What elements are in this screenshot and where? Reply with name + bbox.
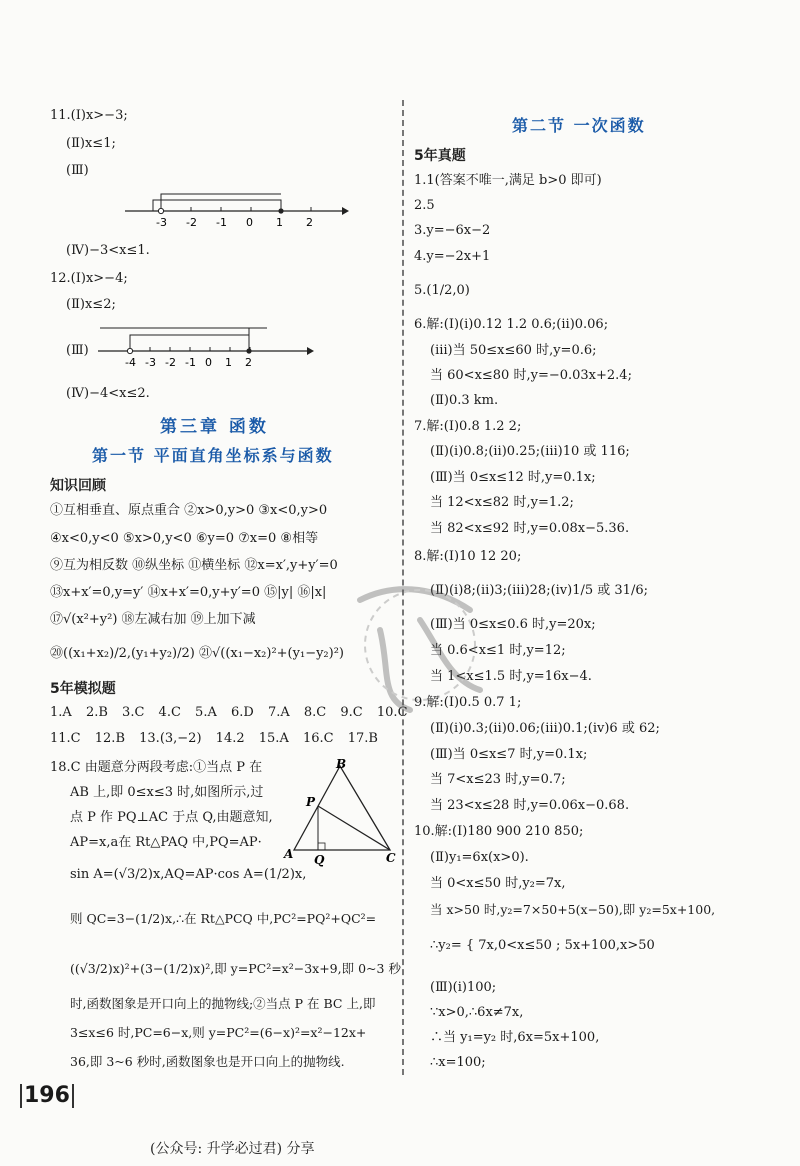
q18-line: sin A=(√3/2)x,AQ=AP·cos A=(1/2)x, [70,867,307,882]
answer-line: 当 0<x≤50 时,y₂=7x, [430,876,566,891]
mc-answer: 12.B [94,731,125,746]
q12-part1: 12.(Ⅰ)x>−4; [50,271,128,286]
answer-line: 4.y=−2x+1 [414,249,491,264]
q18-line: 则 QC=3−(1/2)x,∴在 Rt△PCQ 中,PC²=PQ²+QC²= [70,911,377,926]
answer-line: (Ⅱ)0.3 km. [430,393,499,408]
review-line: ⑨互为相反数 ⑩纵坐标 ⑪横坐标 ⑫x=x′,y+y′=0 [50,558,338,573]
answer-line: 当 60<x≤80 时,y=−0.03x+2.4; [430,368,632,383]
mock-heading: 5年模拟题 [50,681,116,697]
triangle-figure [282,758,400,868]
review-line: ④x<0,y<0 ⑤x>0,y<0 ⑥y=0 ⑦x=0 ⑧相等 [50,531,319,546]
tick-label: -2 [186,216,197,229]
q18-line: AB 上,即 0≤x≤3 时,如图所示,过 [70,785,264,800]
review-line: ⑬x+x′=0,y=y′ ⑭x+x′=0,y+y′=0 ⑮|y| ⑯|x| [50,585,327,600]
mc-answer: 16.C [302,731,334,746]
vertex-label-q: Q [314,853,325,867]
review-heading: 知识回顾 [50,478,106,494]
vertex-label-b: B [336,758,347,771]
real-exam-heading: 5年真题 [414,148,466,164]
answer-line: (ⅲ)当 50≤x≤60 时,y=0.6; [430,343,597,358]
answer-line: 8.解:(Ⅰ)10 12 20; [414,549,522,564]
mc-answer: 14.2 [215,731,245,746]
answer-line: ∴当 y₁=y₂ 时,6x=5x+100, [430,1030,600,1045]
mc-answer: 1.A [50,705,72,720]
answer-line: 10.解:(Ⅰ)180 900 210 850; [414,824,584,839]
vertex-label-p: P [306,795,316,809]
q18-line: 36,即 3~6 秒时,函数图象也是开口向上的抛物线. [70,1054,345,1069]
tick-label: -3 [145,356,156,369]
tick-label: 1 [225,356,232,369]
answer-line: (Ⅱ)y₁=6x(x>0). [430,850,529,865]
tick-label: -1 [216,216,227,229]
mc-answer: 2.B [85,705,108,720]
q12-number-line [95,318,315,374]
review-line: ⑳((x₁+x₂)/2,(y₁+y₂)/2) ㉑√((x₁−x₂)²+(y₁−y₂)²) [50,646,344,661]
answer-line: 3.y=−6x−2 [414,223,491,238]
tick-label: -1 [185,356,196,369]
q11-number-line [120,185,350,235]
answer-line: (Ⅱ)(ⅰ)8;(ⅱ)3;(ⅲ)28;(ⅳ)1/5 或 31/6; [430,583,648,598]
answer-line: 5.(1/2,0) [414,283,470,298]
watermark-logo [340,570,500,720]
answer-line: 9.解:(Ⅰ)0.5 0.7 1; [414,695,522,710]
q18-line: 点 P 作 PQ⊥AC 于点 Q,由题意知, [70,810,273,825]
mc-answer: 7.A [267,705,290,720]
answer-line: (Ⅲ)当 0≤x≤0.6 时,y=20x; [430,617,596,632]
answer-line: (Ⅲ)当 0≤x≤12 时,y=0.1x; [430,470,596,485]
mc-answer: 9.C [340,705,363,720]
q18-line: 18.C 由题意分两段考虑:①当点 P 在 [50,760,263,775]
answer-line: 当 x>50 时,y₂=7×50+5(x−50),即 y₂=5x+100, [430,902,716,917]
answer-line: 2.5 [414,198,435,213]
mc-answer: 4.C [158,705,181,720]
vertex-label-c: C [386,851,396,865]
mc-answer: 6.D [230,705,254,720]
q11-part2: (Ⅱ)x≤1; [66,136,116,151]
answer-line: ∵x>0,∴6x≠7x, [430,1005,524,1020]
tick-label: 2 [245,356,252,369]
answer-line: ∴x=100; [430,1055,486,1070]
tick-label: -4 [125,356,136,369]
tick-label: 0 [246,216,253,229]
answer-line: (Ⅱ)(ⅰ)0.3;(ⅱ)0.06;(ⅲ)0.1;(ⅳ)6 或 62; [430,721,660,736]
page-number: 196 [20,1084,74,1108]
mc-answers-row2 [50,731,388,746]
tick-label: -3 [156,216,167,229]
answer-line: 当 1<x≤1.5 时,y=16x−4. [430,669,592,684]
q12-part4: (Ⅳ)−4<x≤2. [66,386,150,401]
q18-line: ((√3/2)x)²+(3−(1/2)x)²,即 y=PC²=x²−3x+9,即 0~3 秒 [70,961,401,976]
mc-answer: 15.A [258,731,289,746]
q11-part3-label: (Ⅲ) [66,163,89,178]
review-line: ①互相垂直、原点重合 ②x>0,y>0 ③x<0,y>0 [50,503,328,518]
answer-line: ∴y₂= { 7x,0<x≤50 ; 5x+100,x>50 [430,938,655,953]
q11-part4: (Ⅳ)−3<x≤1. [66,243,150,258]
mc-answer: 13.(3,−2) [139,731,202,746]
mc-answer: 11.C [50,731,81,746]
mc-answer: 17.B [347,731,378,746]
answer-line: 当 82<x≤92 时,y=0.08x−5.36. [430,521,630,536]
q18-line: 3≤x≤6 时,PC=6−x,则 y=PC²=(6−x)²=x²−12x+ [70,1025,367,1040]
answer-line: 1.1(答案不唯一,满足 b>0 即可) [414,173,602,188]
answer-line: (Ⅱ)(ⅰ)0.8;(ⅱ)0.25;(ⅲ)10 或 116; [430,444,630,459]
answer-line: 当 7<x≤23 时,y=0.7; [430,772,566,787]
q18-line: AP=x,a在 Rt△PAQ 中,PQ=AP· [70,835,262,850]
answer-line: 当 23<x≤28 时,y=0.06x−0.68. [430,798,630,813]
answer-line: 7.解:(Ⅰ)0.8 1.2 2; [414,419,522,434]
mc-answer: 10.C [376,705,408,720]
q18-line: 时,函数图象是开口向上的抛物线;②当点 P 在 BC 上,即 [70,996,376,1011]
answer-line: (Ⅲ)(ⅰ)100; [430,980,497,995]
q12-part2: (Ⅱ)x≤2; [66,297,116,312]
answer-line: 当 12<x≤82 时,y=1.2; [430,495,574,510]
answer-line: 当 0.6<x≤1 时,y=12; [430,643,566,658]
vertex-label-a: A [284,847,294,861]
mc-answer: 5.A [195,705,217,720]
q11-part1: 11.(Ⅰ)x>−3; [50,108,128,123]
q12-part3-label: (Ⅲ) [66,343,89,358]
footer-credit: (公众号: 升学必过君) 分享 [150,1141,315,1157]
tick-label: 2 [306,216,313,229]
section-title-1: 第一节 平面直角坐标系与函数 [92,446,334,465]
mc-answer: 8.C [303,705,327,720]
section-title-2: 第二节 一次函数 [512,116,646,135]
answer-line: 6.解:(Ⅰ)(ⅰ)0.12 1.2 0.6;(ⅱ)0.06; [414,317,609,332]
mc-answer: 3.C [122,705,145,720]
tick-label: -2 [165,356,176,369]
review-line: ⑰√(x²+y²) ⑱左减右加 ⑲上加下减 [50,612,256,627]
tick-label: 0 [205,356,212,369]
tick-label: 1 [276,216,283,229]
chapter-title: 第三章 函数 [160,417,269,437]
answer-line: (Ⅲ)当 0≤x≤7 时,y=0.1x; [430,747,588,762]
